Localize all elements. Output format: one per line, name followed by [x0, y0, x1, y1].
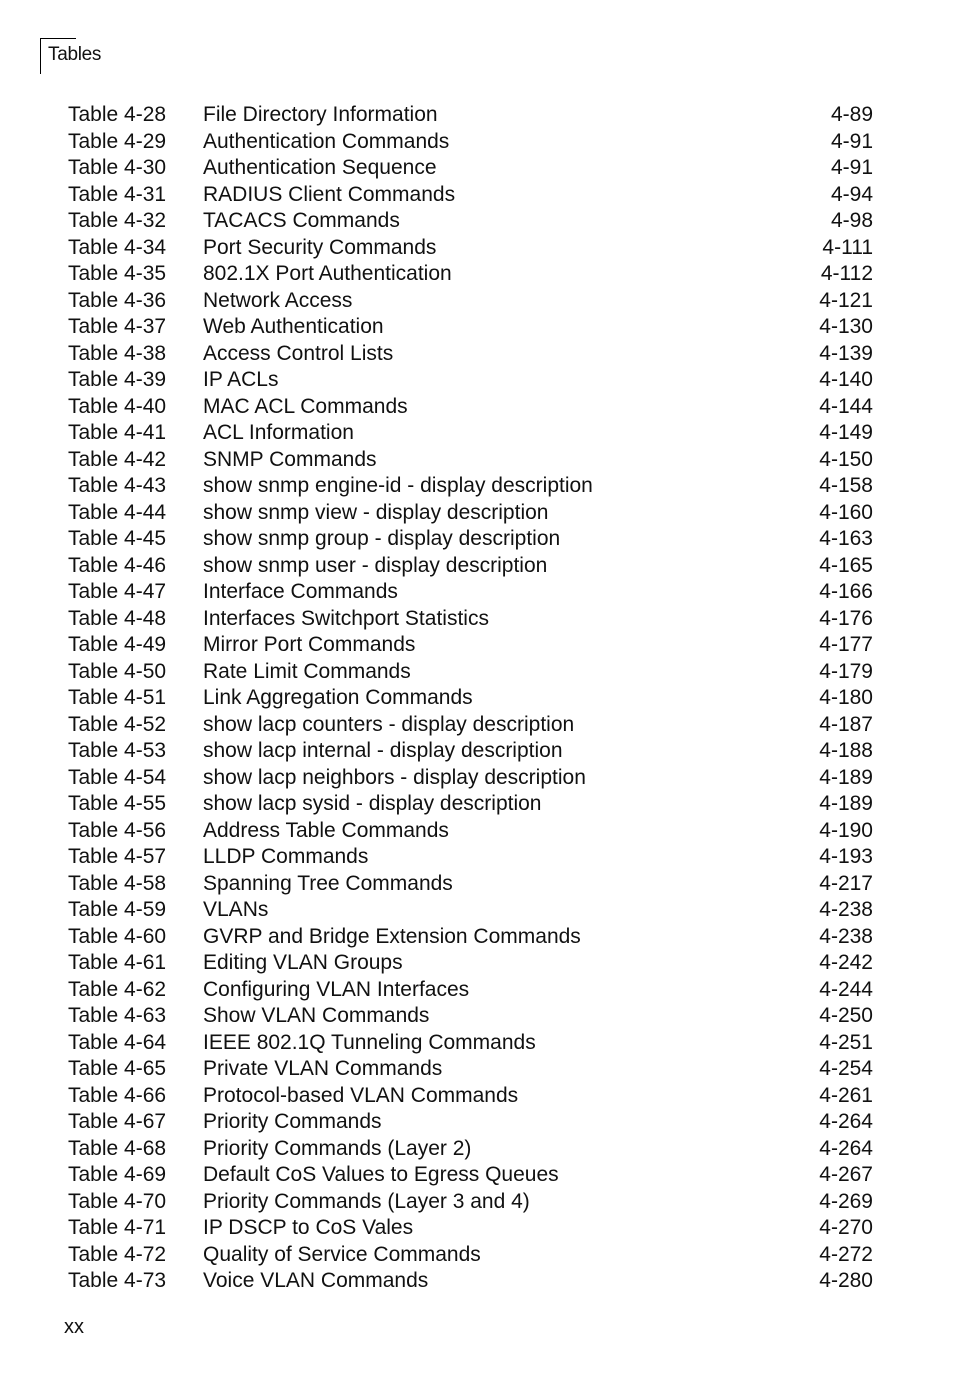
toc-entry-title: Access Control Lists [203, 341, 394, 365]
toc-entry-title: Interface Commands [203, 580, 398, 603]
toc-entry[interactable] [0, 897, 954, 924]
toc-entry-page: 4-144 [819, 394, 873, 418]
toc-entry-number: Table 4-39 [68, 368, 167, 391]
toc-entry-title: Priority Commands (Layer 3 and 4) [203, 1189, 530, 1213]
toc-entry-page: 4-244 [819, 977, 873, 1001]
toc-entry[interactable] [0, 579, 954, 606]
toc-entry-page: 4-166 [819, 580, 873, 603]
toc-entry-title: Priority Commands [203, 1110, 382, 1133]
page-number: xx [64, 1316, 84, 1338]
toc-entry-title: Address Table Commands [203, 818, 449, 842]
toc-entry[interactable] [0, 1215, 954, 1242]
toc-entry-title: Quality of Service Commands [203, 1242, 481, 1266]
toc-entry-page: 4-217 [819, 871, 873, 895]
toc-entry-number: Table 4-35 [68, 262, 167, 285]
toc-entry[interactable] [0, 632, 954, 659]
toc-entry-number: Table 4-28 [68, 103, 167, 126]
toc-entry-title: IP DSCP to CoS Vales [203, 1216, 414, 1239]
toc-entry-number: Table 4-47 [68, 580, 167, 603]
toc-entry-number: Table 4-49 [68, 633, 167, 656]
toc-entry[interactable] [0, 1056, 954, 1083]
toc-entry-page: 4-150 [819, 447, 873, 471]
toc-entry-page: 4-238 [819, 898, 873, 921]
toc-entry-title: show lacp sysid - display description [203, 792, 542, 815]
toc-entry[interactable] [0, 1003, 954, 1030]
toc-entry-page: 4-250 [819, 1004, 873, 1027]
toc-entry[interactable] [0, 659, 954, 686]
toc-entry-page: 4-139 [819, 341, 873, 365]
toc-entry-page: 4-272 [819, 1242, 873, 1266]
toc-entry-page: 4-251 [819, 1030, 873, 1054]
toc-entry-number: Table 4-70 [68, 1189, 167, 1213]
toc-entry-number: Table 4-72 [68, 1242, 167, 1266]
toc-entry-number: Table 4-54 [68, 765, 167, 789]
toc-entry[interactable] [0, 606, 954, 633]
toc-entry-number: Table 4-50 [68, 659, 167, 683]
toc-entry-title: Port Security Commands [203, 235, 437, 259]
toc-entry-page: 4-261 [819, 1083, 873, 1107]
toc-entry-number: Table 4-56 [68, 818, 167, 842]
toc-entry[interactable] [0, 1109, 954, 1136]
toc-entry-title: Web Authentication [203, 315, 384, 338]
toc-entry-title: MAC ACL Commands [203, 394, 408, 418]
toc-entry-number: Table 4-46 [68, 553, 167, 577]
toc-entry-title: Link Aggregation Commands [203, 686, 473, 709]
toc-entry-number: Table 4-61 [68, 951, 167, 974]
toc-entry-number: Table 4-42 [68, 447, 167, 471]
toc-entry[interactable] [0, 500, 954, 527]
running-header: Tables [48, 44, 102, 65]
toc-entry-title: show lacp neighbors - display description [203, 765, 586, 789]
toc-entry-number: Table 4-59 [68, 898, 167, 921]
toc-entry[interactable] [0, 102, 954, 129]
toc-entry-number: Table 4-58 [68, 871, 167, 895]
toc-entry[interactable] [0, 420, 954, 447]
toc-entry-page: 4-189 [819, 765, 873, 789]
toc-entry-title: Authentication Sequence [203, 156, 437, 179]
toc-entry-number: Table 4-30 [68, 156, 167, 179]
toc-entry-page: 4-242 [819, 951, 873, 974]
toc-entry-number: Table 4-43 [68, 474, 167, 497]
toc-entry-title: Voice VLAN Commands [203, 1269, 429, 1292]
toc-entry-page: 4-176 [819, 606, 873, 630]
toc-entry-page: 4-158 [819, 474, 873, 497]
toc-entry-page: 4-140 [819, 368, 873, 391]
toc-entry[interactable] [0, 871, 954, 898]
toc-entry[interactable] [0, 791, 954, 818]
toc-entry-page: 4-179 [819, 659, 873, 683]
toc-entry-page: 4-165 [819, 553, 873, 577]
toc-entry[interactable] [0, 924, 954, 951]
header-corner-rule-horizontal [40, 38, 76, 39]
toc-entry-title: Editing VLAN Groups [203, 951, 403, 974]
toc-entry-title: show lacp internal - display description [203, 739, 563, 762]
toc-entry-number: Table 4-44 [68, 500, 167, 524]
toc-entry-title: Interfaces Switchport Statistics [203, 606, 489, 630]
header-corner-rule-vertical [40, 38, 41, 74]
toc-entry-number: Table 4-34 [68, 235, 167, 259]
toc-entry-number: Table 4-32 [68, 209, 167, 232]
toc-entry-number: Table 4-67 [68, 1110, 167, 1133]
toc-entry-page: 4-94 [830, 182, 873, 206]
toc-entry-title: IP ACLs [203, 368, 279, 391]
toc-entry[interactable] [0, 394, 954, 421]
toc-entry-page: 4-190 [819, 818, 873, 842]
toc-entry-title: ACL Information [203, 421, 354, 444]
toc-entry-title: show snmp group - display description [203, 527, 561, 550]
toc-entry[interactable] [0, 288, 954, 315]
toc-entry[interactable] [0, 526, 954, 553]
toc-entry-title: show snmp user - display description [203, 553, 548, 577]
toc-entry-number: Table 4-66 [68, 1083, 167, 1107]
toc-entry-number: Table 4-69 [68, 1163, 167, 1186]
toc-entry[interactable] [0, 1268, 954, 1295]
toc-entry-number: Table 4-29 [68, 129, 167, 153]
toc-entry-page: 4-121 [819, 288, 873, 312]
toc-entry[interactable] [0, 473, 954, 500]
toc-entry[interactable] [0, 447, 954, 474]
toc-entry[interactable] [0, 1136, 954, 1163]
toc-entry-page: 4-187 [819, 712, 873, 736]
toc-entry-page: 4-238 [819, 924, 873, 948]
toc-entry[interactable] [0, 129, 954, 156]
toc-entry-title: RADIUS Client Commands [203, 182, 456, 206]
toc-entry-number: Table 4-45 [68, 527, 167, 550]
toc-entry-title: Default CoS Values to Egress Queues [203, 1163, 559, 1186]
toc-entry-number: Table 4-57 [68, 845, 167, 868]
toc-entry[interactable] [0, 155, 954, 182]
toc-entry-title: Network Access [203, 288, 353, 312]
toc-entry-page: 4-91 [830, 129, 873, 153]
toc-entry-number: Table 4-55 [68, 792, 167, 815]
toc-entry-page: 4-160 [819, 500, 873, 524]
toc-entry-title: Authentication Commands [203, 129, 450, 153]
toc-entry-title: TACACS Commands [203, 209, 400, 232]
toc-entry-title: SNMP Commands [203, 447, 377, 471]
toc-entry-title: Protocol-based VLAN Commands [203, 1083, 519, 1107]
toc-entry-number: Table 4-48 [68, 606, 167, 630]
toc-entry[interactable] [0, 1162, 954, 1189]
toc-entry-number: Table 4-71 [68, 1216, 167, 1239]
toc-entry[interactable] [0, 1030, 954, 1057]
toc-entry-page: 4-280 [819, 1269, 873, 1292]
toc-entry-title: Configuring VLAN Interfaces [203, 977, 470, 1001]
toc-entry-page: 4-188 [819, 739, 873, 762]
toc-entry-number: Table 4-63 [68, 1004, 167, 1027]
toc-entry-number: Table 4-68 [68, 1136, 167, 1160]
toc-entry-number: Table 4-36 [68, 288, 167, 312]
toc-entry-page: 4-112 [820, 262, 873, 285]
toc-entry[interactable] [0, 1083, 954, 1110]
toc-entry-page: 4-264 [819, 1110, 873, 1133]
toc-entry-page: 4-130 [819, 315, 873, 338]
toc-entry-number: Table 4-73 [68, 1269, 167, 1292]
toc-entry-title: Show VLAN Commands [203, 1004, 430, 1027]
toc-entry[interactable] [0, 208, 954, 235]
toc-entry-page: 4-189 [819, 792, 873, 815]
toc-entry-title: 802.1X Port Authentication [203, 262, 452, 285]
toc-entry-page: 4-98 [830, 209, 873, 232]
toc-entry-page: 4-177 [819, 633, 873, 656]
toc-entry-number: Table 4-38 [68, 341, 167, 365]
toc-entry-page: 4-91 [830, 156, 873, 179]
toc-entry-title: show snmp view - display description [203, 500, 549, 524]
toc-entry-title: VLANs [203, 898, 269, 921]
toc-entry-title: show snmp engine-id - display description [203, 474, 593, 497]
toc-entry-page: 4-193 [819, 845, 873, 868]
toc-entry-title: Mirror Port Commands [203, 633, 416, 656]
toc-entry-title: Private VLAN Commands [203, 1057, 443, 1080]
toc-entry[interactable] [0, 261, 954, 288]
toc-entry[interactable] [0, 685, 954, 712]
toc-entry-title: File Directory Information [203, 103, 438, 126]
toc-entry[interactable] [0, 950, 954, 977]
toc-entry-number: Table 4-41 [68, 421, 167, 444]
list-of-tables [0, 102, 954, 1295]
toc-entry-number: Table 4-40 [68, 394, 167, 418]
toc-entry[interactable] [0, 738, 954, 765]
toc-entry-title: LLDP Commands [203, 845, 369, 868]
toc-entry-number: Table 4-60 [68, 924, 167, 948]
toc-entry-number: Table 4-53 [68, 739, 167, 762]
toc-entry-number: Table 4-65 [68, 1057, 167, 1080]
toc-entry-page: 4-89 [830, 103, 873, 126]
toc-entry[interactable] [0, 977, 954, 1004]
toc-entry[interactable] [0, 1189, 954, 1216]
toc-entry-page: 4-163 [819, 527, 873, 550]
toc-entry[interactable] [0, 553, 954, 580]
toc-entry-page: 4-270 [819, 1216, 873, 1239]
toc-entry[interactable] [0, 1242, 954, 1269]
toc-entry-number: Table 4-64 [68, 1030, 167, 1054]
toc-entry[interactable] [0, 182, 954, 209]
toc-entry[interactable] [0, 844, 954, 871]
toc-entry-page: 4-254 [819, 1057, 873, 1080]
toc-entry[interactable] [0, 712, 954, 739]
toc-entry-number: Table 4-37 [68, 315, 167, 338]
toc-entry-title: show lacp counters - display description [203, 712, 575, 736]
toc-entry[interactable] [0, 314, 954, 341]
toc-entry-title: Priority Commands (Layer 2) [203, 1136, 472, 1160]
toc-entry-number: Table 4-51 [68, 686, 167, 709]
toc-entry-page: 4-269 [819, 1189, 873, 1213]
toc-entry-page: 4-267 [819, 1163, 873, 1186]
toc-entry-page: 4-180 [819, 686, 873, 709]
toc-entry-page: 4-149 [819, 421, 873, 444]
toc-entry-title: IEEE 802.1Q Tunneling Commands [203, 1030, 536, 1054]
toc-entry[interactable] [0, 765, 954, 792]
toc-entry-number: Table 4-52 [68, 712, 167, 736]
toc-entry[interactable] [0, 235, 954, 262]
toc-entry-title: Spanning Tree Commands [203, 871, 453, 895]
toc-entry[interactable] [0, 367, 954, 394]
toc-entry-number: Table 4-62 [68, 977, 167, 1001]
toc-entry[interactable] [0, 341, 954, 368]
toc-entry-number: Table 4-31 [68, 182, 167, 206]
toc-entry[interactable] [0, 818, 954, 845]
toc-entry-page: 4-111 [822, 235, 873, 259]
toc-entry-page: 4-264 [819, 1136, 873, 1160]
toc-entry-title: GVRP and Bridge Extension Commands [203, 924, 581, 948]
toc-entry-title: Rate Limit Commands [203, 659, 411, 683]
